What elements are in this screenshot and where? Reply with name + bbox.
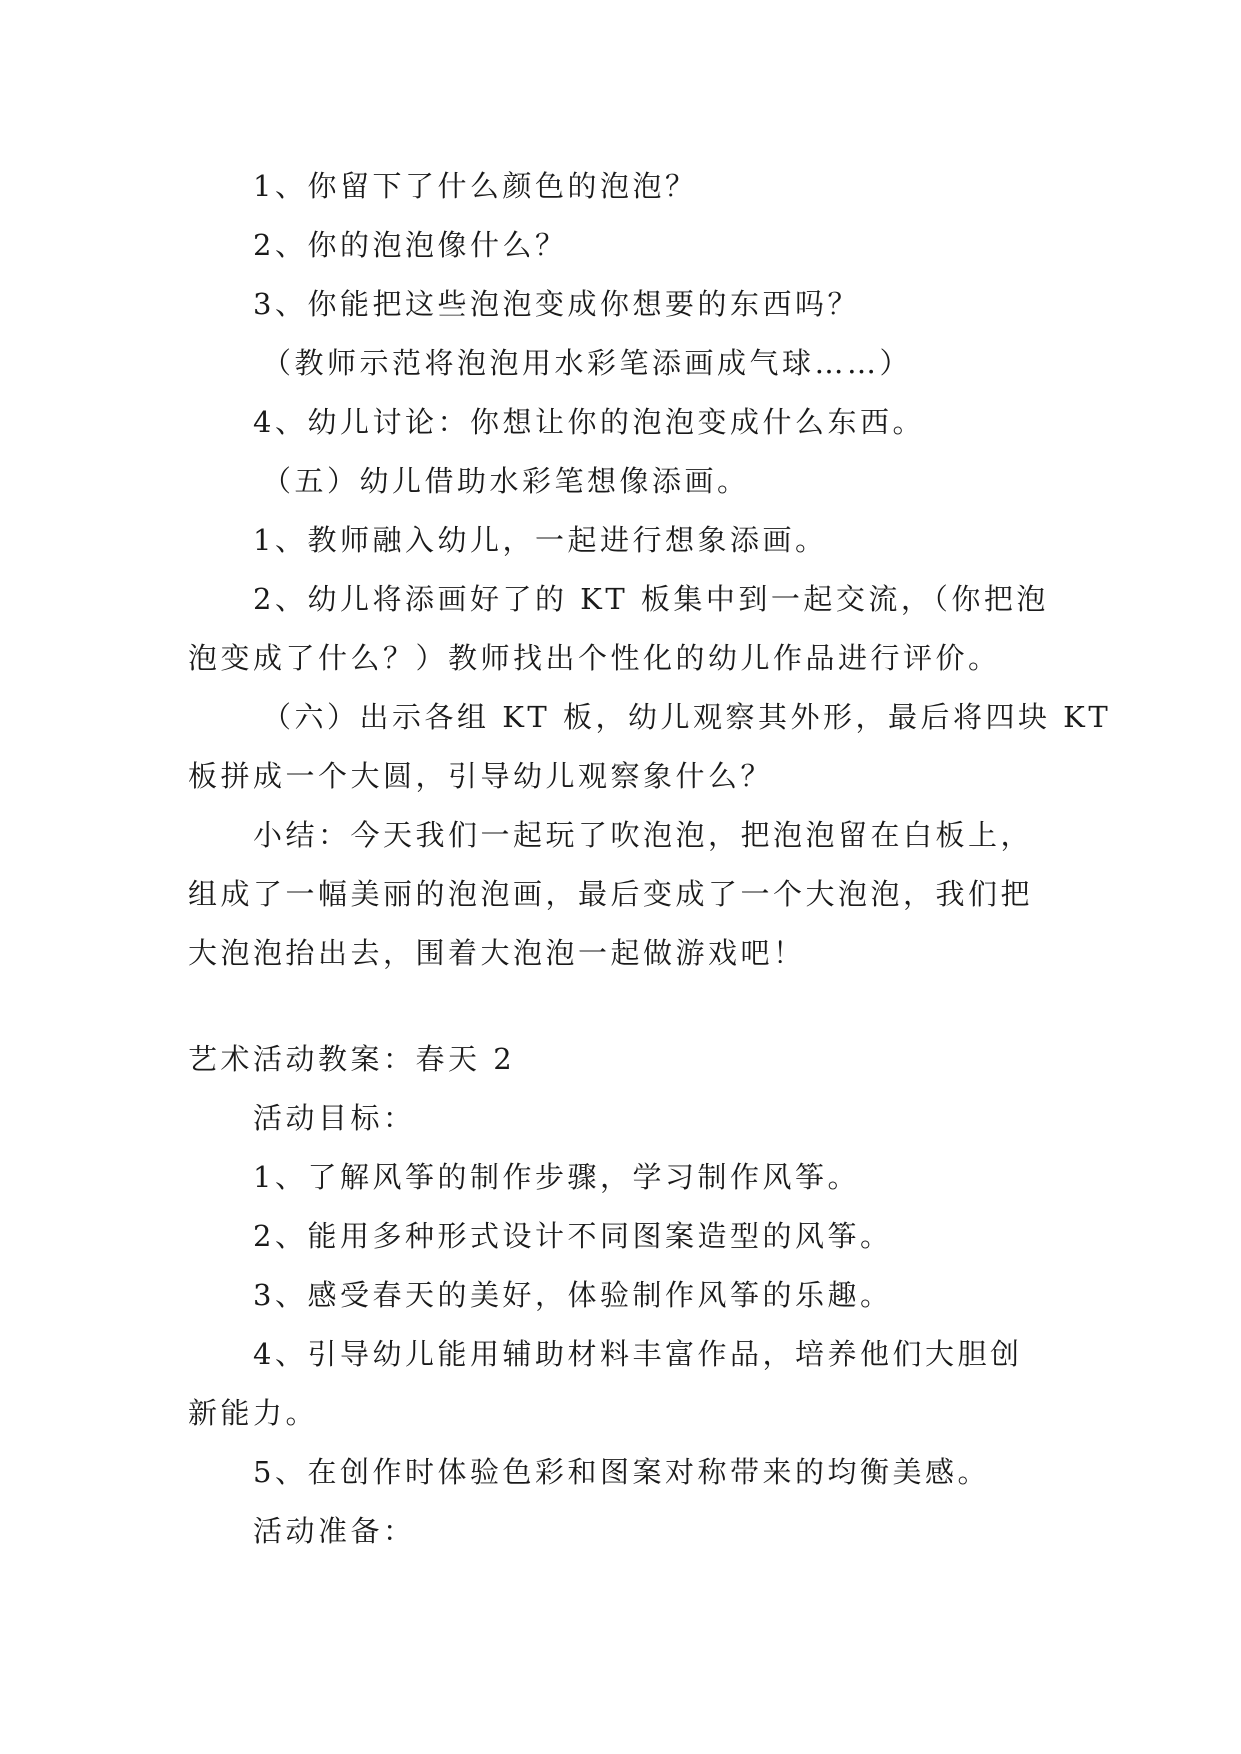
summary-line-1: 小结：今天我们一起玩了吹泡泡，把泡泡留在白板上， (253, 818, 1034, 852)
step-2-continuation: 泡变成了什么？）教师找出个性化的幼儿作品进行评价。 (188, 641, 1001, 675)
summary-line-3: 大泡泡抬出去，围着大泡泡一起做游戏吧！ (188, 936, 806, 970)
goal-3-line: 3、感受春天的美好，体验制作风筝的乐趣。 (253, 1278, 893, 1312)
lesson-title: 艺术活动教案：春天 2 (188, 1042, 516, 1076)
section-5-heading: （五）幼儿借助水彩笔想像添画。 (262, 464, 750, 498)
section-6-line: （六）出示各组 KT 板，幼儿观察其外形，最后将四块 KT (262, 700, 1112, 734)
goal-4-line: 4、引导幼儿能用辅助材料丰富作品，培养他们大胆创 (253, 1337, 1023, 1371)
goal-5-line: 5、在创作时体验色彩和图案对称带来的均衡美感。 (253, 1455, 990, 1489)
question-3-line: 3、你能把这些泡泡变成你想要的东西吗？ (253, 287, 860, 321)
question-2-line: 2、你的泡泡像什么？ (253, 228, 568, 262)
teacher-demo-note: （教师示范将泡泡用水彩笔添画成气球……） (262, 346, 913, 380)
question-1-line: 1、你留下了什么颜色的泡泡？ (253, 169, 698, 203)
goals-heading: 活动目标： (253, 1101, 416, 1135)
summary-line-2: 组成了一幅美丽的泡泡画，最后变成了一个大泡泡，我们把 (188, 877, 1034, 911)
goal-2-line: 2、能用多种形式设计不同图案造型的风筝。 (253, 1219, 893, 1253)
preparation-heading: 活动准备： (253, 1514, 416, 1548)
section-6-continuation: 板拼成一个大圆，引导幼儿观察象什么？ (188, 759, 774, 793)
question-4-line: 4、幼儿讨论：你想让你的泡泡变成什么东西。 (253, 405, 925, 439)
step-2-line: 2、幼儿将添画好了的 KT 板集中到一起交流，（你把泡 (253, 582, 1049, 616)
goal-4-continuation: 新能力。 (188, 1396, 319, 1430)
goal-1-line: 1、了解风筝的制作步骤，学习制作风筝。 (253, 1160, 860, 1194)
step-1-line: 1、教师融入幼儿，一起进行想象添画。 (253, 523, 828, 557)
